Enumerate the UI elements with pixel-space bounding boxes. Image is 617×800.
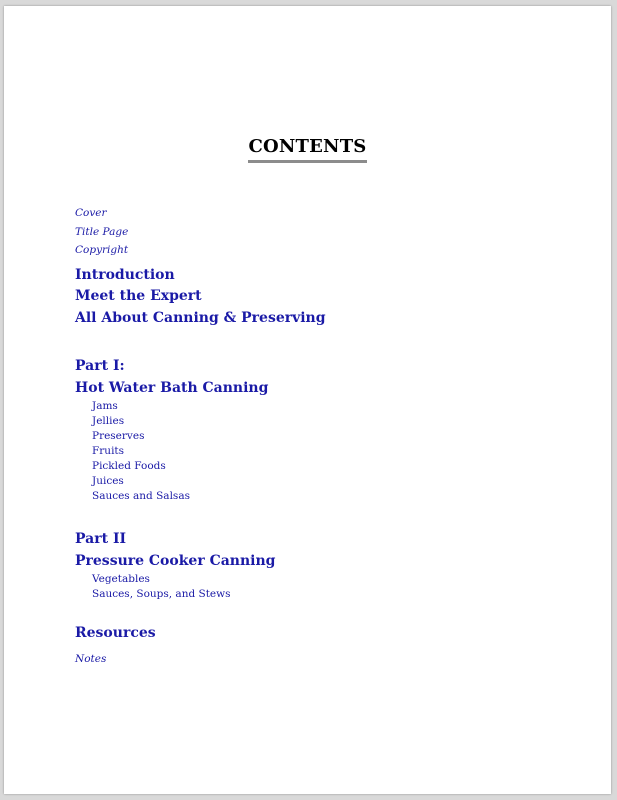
document-page (4, 6, 611, 794)
toc-link-all-about-canning[interactable]: All About Canning & Preserving (75, 309, 326, 326)
toc-link-part1-label[interactable]: Part I: (75, 358, 125, 374)
part2-chapters-list (75, 572, 575, 602)
contents-heading (4, 122, 611, 163)
toc-link-juices[interactable]: Juices (92, 475, 124, 487)
toc-link-vegetables[interactable]: Vegetables (92, 573, 150, 585)
part2-header (75, 529, 575, 572)
toc-link-notes[interactable]: Notes (75, 652, 107, 665)
toc-link-part2-title[interactable]: Pressure Cooker Canning (75, 552, 276, 569)
toc-link-part1-title[interactable]: Hot Water Bath Canning (75, 379, 269, 396)
toc-link-introduction[interactable]: Introduction (75, 266, 175, 283)
toc-link-pickled-foods[interactable]: Pickled Foods (92, 460, 166, 472)
toc-link-meet-the-expert[interactable]: Meet the Expert (75, 288, 202, 304)
contents-heading-text: CONTENTS (248, 136, 366, 163)
toc-link-fruits[interactable]: Fruits (92, 445, 125, 457)
front-matter-list (75, 204, 575, 260)
notes-section (75, 650, 575, 669)
resources-section (75, 623, 575, 645)
toc-link-sauces-soups-stews[interactable]: Sauces, Soups, and Stews (92, 588, 231, 600)
part1-header (75, 356, 575, 399)
toc-link-jams[interactable]: Jams (92, 400, 118, 412)
intro-sections-list (75, 265, 575, 330)
table-of-contents (75, 204, 575, 668)
toc-link-title-page[interactable]: Title Page (75, 225, 129, 238)
toc-link-cover[interactable]: Cover (75, 207, 107, 219)
toc-link-preserves[interactable]: Preserves (92, 430, 145, 442)
toc-link-jellies[interactable]: Jellies (92, 415, 125, 427)
toc-link-resources[interactable]: Resources (75, 625, 156, 641)
toc-link-copyright[interactable]: Copyright (75, 244, 129, 256)
toc-link-sauces-and-salsas[interactable]: Sauces and Salsas (92, 490, 190, 502)
part1-chapters-list (75, 399, 575, 504)
toc-link-part2-label[interactable]: Part II (75, 531, 127, 547)
